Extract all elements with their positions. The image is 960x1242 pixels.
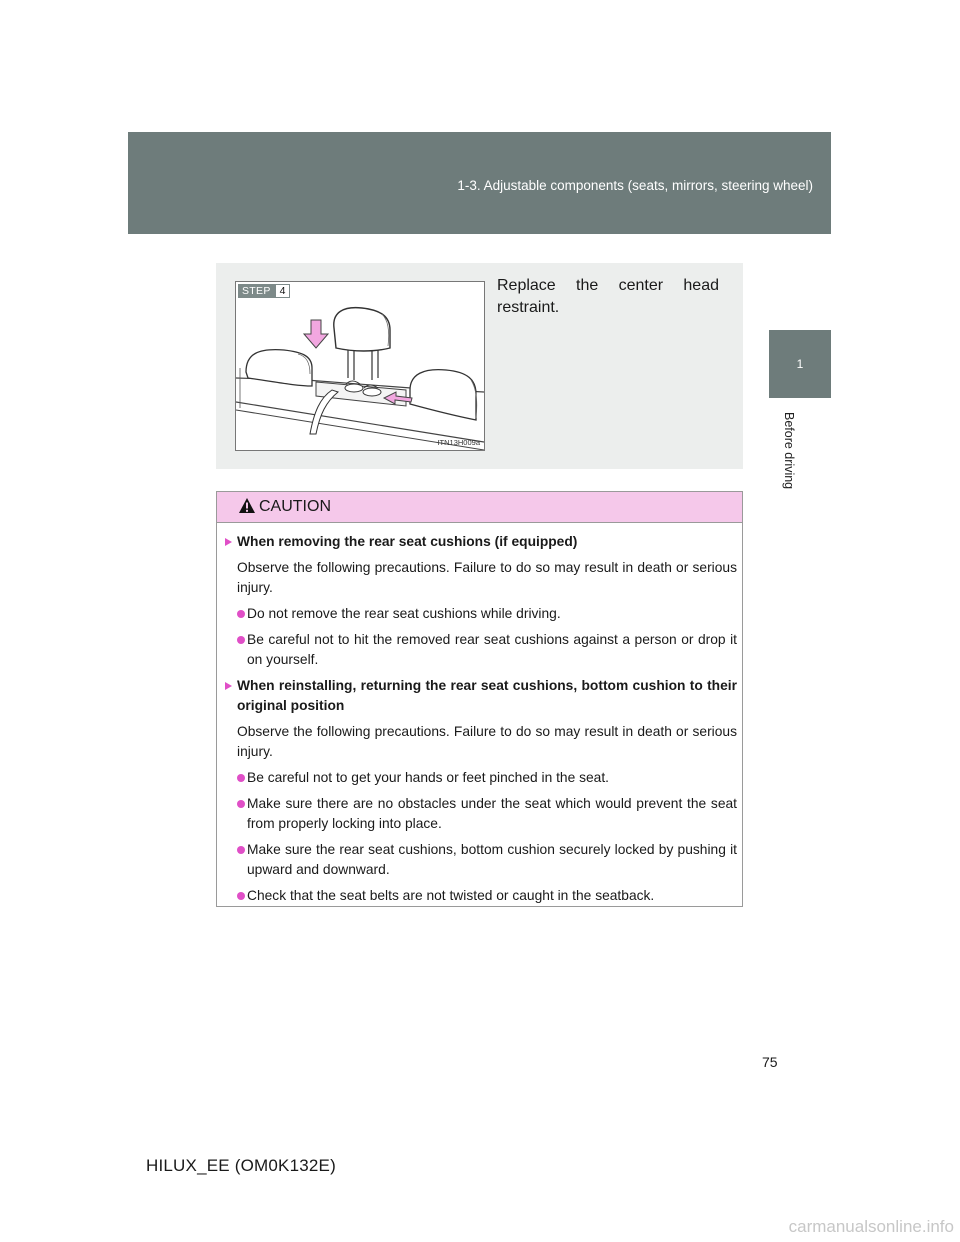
section-header-bar (128, 132, 831, 234)
caution-bullet-text: Be careful not to get your hands or feet pinched in the seat. (247, 770, 610, 785)
section-marker-icon (225, 538, 232, 546)
caution-bullet-text: Make sure there are no obstacles under the seat which would prevent the seat from properly locking into place. (247, 796, 737, 831)
warning-triangle-icon (238, 497, 256, 514)
seat-drawing (236, 282, 484, 450)
caution-bullet (225, 840, 737, 880)
section-title: 1-3. Adjustable components (seats, mirrors, steering wheel) (457, 178, 813, 193)
bullet-dot-icon (237, 846, 245, 854)
bullet-dot-icon (237, 892, 245, 900)
caution-bullet (225, 886, 737, 906)
caution-bullet (225, 604, 737, 624)
caution-bullet (225, 768, 737, 788)
bullet-dot-icon (237, 774, 245, 782)
caution-bullet-text: Be careful not to hit the removed rear seat cushions against a person or drop it on yourself. (247, 632, 737, 667)
caution-bullet-text: Check that the seat belts are not twisted or caught in the seatback. (247, 888, 655, 903)
site-watermark: carmanualsonline.info (788, 1217, 954, 1236)
caution-title: CAUTION (259, 498, 331, 515)
caution-bullet-text: Do not remove the rear seat cushions while driving. (247, 606, 561, 621)
caution-body (225, 532, 737, 912)
chapter-label-wrap (777, 412, 799, 502)
chapter-number: 1 (796, 357, 804, 371)
illustration-code: ITN13H009a (437, 438, 480, 447)
bullet-dot-icon (237, 610, 245, 618)
head-restraint-illustration (235, 281, 485, 451)
chapter-tab (769, 330, 831, 398)
bullet-dot-icon (237, 636, 245, 644)
caution-box (216, 491, 743, 907)
section-marker-icon (225, 682, 232, 690)
caution-section-intro: Observe the following precautions. Failure to do so may result in death or serious injury. (237, 560, 737, 595)
caution-section (225, 532, 737, 552)
caution-section (225, 676, 737, 716)
step-instruction: Replace the center head restraint. (497, 277, 719, 316)
caution-header (217, 492, 742, 523)
page-number: 75 (762, 1054, 778, 1070)
caution-bullet (225, 630, 737, 670)
step-badge-number: 4 (275, 284, 291, 298)
caution-section-intro: Observe the following precautions. Failure to do so may result in death or serious injury. (237, 724, 737, 759)
chapter-label: Before driving (782, 412, 796, 490)
bullet-dot-icon (237, 800, 245, 808)
caution-bullet (225, 794, 737, 834)
step-panel (216, 263, 743, 469)
caution-section-heading: When reinstalling, returning the rear seat cushions, bottom cushion to their original position (237, 678, 737, 713)
document-id: HILUX_EE (OM0K132E) (146, 1156, 336, 1175)
caution-section-heading: When removing the rear seat cushions (if equipped) (237, 534, 578, 549)
step-badge-label: STEP (238, 284, 275, 298)
caution-bullet-text: Make sure the rear seat cushions, bottom cushion securely locked by pushing it upward and downward. (247, 842, 737, 877)
